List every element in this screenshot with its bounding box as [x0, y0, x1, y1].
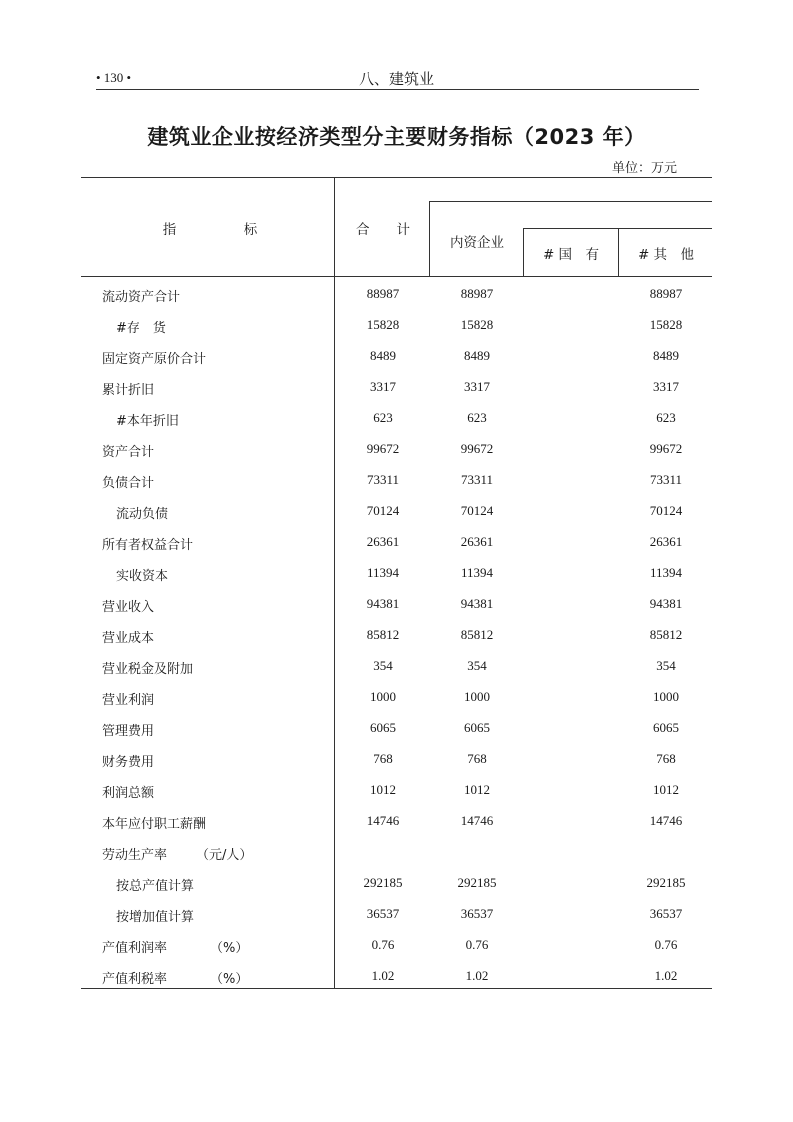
total-value: 70124: [366, 503, 400, 518]
row-label: 营业利润: [102, 693, 155, 708]
domestic-column-divider: [523, 228, 524, 276]
other-header: # 其 他: [637, 247, 695, 263]
table-row: [0, 689, 793, 720]
row-label: 产值利润率: [102, 941, 168, 956]
indicator-header: 指 标: [162, 222, 258, 238]
total-value: 14746: [366, 813, 400, 828]
row-label: 财务费用: [102, 755, 155, 770]
total-value: 99672: [366, 441, 400, 456]
table-row: [0, 472, 793, 503]
row-label: 按增加值计算: [116, 910, 195, 925]
table-row: [0, 627, 793, 658]
row-label: 流动负债: [116, 507, 169, 522]
unit-label: 单位：万元: [612, 161, 678, 176]
total-value: 26361: [366, 534, 400, 549]
table-row: [0, 937, 793, 968]
total-value: 88987: [366, 286, 400, 301]
row-unit: （元/人）: [196, 848, 253, 863]
total-value: 0.76: [371, 937, 395, 952]
other-value: 1000: [653, 689, 679, 704]
domestic-value: 8489: [464, 348, 490, 363]
table-row: [0, 782, 793, 813]
row-label: 本年应付职工薪酬: [102, 817, 207, 832]
state-owned-header: # 国 有: [542, 247, 600, 263]
page-number: • 130 •: [96, 70, 132, 85]
other-value: 354: [656, 658, 676, 673]
total-value: 292185: [363, 875, 403, 890]
row-label: 营业收入: [102, 600, 155, 615]
total-value: 36537: [366, 906, 400, 921]
other-value: 94381: [649, 596, 683, 611]
total-value: 623: [373, 410, 393, 425]
domestic-value: 11394: [460, 565, 494, 580]
row-label: #本年折旧: [116, 414, 179, 429]
other-value: 0.76: [654, 937, 678, 952]
total-value: 768: [373, 751, 393, 766]
row-unit: （%）: [210, 972, 249, 987]
other-value: 3317: [653, 379, 679, 394]
table-row: [0, 658, 793, 689]
row-unit: （%）: [210, 941, 249, 956]
section-title: 八、建筑业: [358, 70, 434, 88]
domestic-value: 26361: [460, 534, 494, 549]
row-label: 流动资产合计: [102, 290, 181, 305]
table-row: [0, 441, 793, 472]
other-value: 768: [656, 751, 676, 766]
row-label: 劳动生产率: [102, 848, 168, 863]
table-row: [0, 720, 793, 751]
row-label: #存 货: [116, 321, 166, 336]
table-row: [0, 875, 793, 906]
domestic-value: 768: [467, 751, 487, 766]
domestic-value: 14746: [460, 813, 494, 828]
other-value: 292185: [646, 875, 686, 890]
domestic-value: 1.02: [465, 968, 489, 983]
domestic-value: 0.76: [465, 937, 489, 952]
other-value: 85812: [649, 627, 683, 642]
row-label: 利润总额: [102, 786, 155, 801]
row-label: 固定资产原价合计: [102, 352, 207, 367]
other-value: 99672: [649, 441, 683, 456]
row-label: 管理费用: [102, 724, 155, 739]
other-value: 26361: [649, 534, 683, 549]
other-value: 1012: [653, 782, 679, 797]
row-label: 负债合计: [102, 476, 155, 491]
total-value: 73311: [366, 472, 400, 487]
domestic-value: 1012: [464, 782, 490, 797]
table-row: [0, 844, 793, 875]
other-value: 70124: [649, 503, 683, 518]
table-row: [0, 348, 793, 379]
other-value: 36537: [649, 906, 683, 921]
row-label: 累计折旧: [102, 383, 155, 398]
total-value: 8489: [370, 348, 396, 363]
row-label: 按总产值计算: [116, 879, 195, 894]
total-column-divider: [429, 201, 430, 276]
table-row: [0, 906, 793, 937]
other-value: 88987: [649, 286, 683, 301]
table-title: 建筑业企业按经济类型分主要财务指标（2023 年）: [147, 125, 646, 149]
total-value: 15828: [366, 317, 400, 332]
table-row: [0, 813, 793, 844]
table-top-rule: [81, 177, 712, 178]
table-row: [0, 317, 793, 348]
other-value: 623: [656, 410, 676, 425]
table-row: [0, 503, 793, 534]
domestic-value: 623: [467, 410, 487, 425]
domestic-value: 85812: [460, 627, 494, 642]
total-value: 3317: [370, 379, 396, 394]
table-row: [0, 379, 793, 410]
domestic-value: 36537: [460, 906, 494, 921]
domestic-value: 70124: [460, 503, 494, 518]
table-row: [0, 751, 793, 782]
table-row: [0, 596, 793, 627]
table-row: [0, 968, 793, 999]
domestic-group-rule: [429, 201, 712, 202]
row-label: 营业税金及附加: [102, 662, 194, 677]
other-value: 11394: [649, 565, 683, 580]
total-value: 11394: [366, 565, 400, 580]
total-header: 合 计: [356, 222, 410, 238]
domestic-header: 内资企业: [450, 235, 504, 251]
row-label: 资产合计: [102, 445, 155, 460]
row-label: 产值利税率: [102, 972, 168, 987]
domestic-value: 15828: [460, 317, 494, 332]
row-label: 所有者权益合计: [102, 538, 194, 553]
total-value: 1.02: [371, 968, 395, 983]
domestic-value: 3317: [464, 379, 490, 394]
header-rule: [96, 89, 699, 90]
other-value: 6065: [653, 720, 679, 735]
row-label: 实收资本: [116, 569, 169, 584]
table-row: [0, 410, 793, 441]
total-value: 85812: [366, 627, 400, 642]
other-value: 1.02: [654, 968, 678, 983]
domestic-value: 99672: [460, 441, 494, 456]
other-value: 14746: [649, 813, 683, 828]
total-value: 1000: [370, 689, 396, 704]
table-row: [0, 534, 793, 565]
row-label: 营业成本: [102, 631, 155, 646]
table-row: [0, 286, 793, 317]
other-value: 8489: [653, 348, 679, 363]
total-value: 354: [373, 658, 393, 673]
domestic-value: 354: [467, 658, 487, 673]
state-owned-column-divider: [618, 228, 619, 276]
total-value: 94381: [366, 596, 400, 611]
total-value: 6065: [370, 720, 396, 735]
table-row: [0, 565, 793, 596]
domestic-value: 1000: [464, 689, 490, 704]
domestic-value: 73311: [460, 472, 494, 487]
domestic-value: 94381: [460, 596, 494, 611]
other-value: 73311: [649, 472, 683, 487]
domestic-value: 292185: [457, 875, 497, 890]
domestic-value: 6065: [464, 720, 490, 735]
domestic-value: 88987: [460, 286, 494, 301]
total-value: 1012: [370, 782, 396, 797]
other-value: 15828: [649, 317, 683, 332]
header-bottom-rule: [81, 276, 712, 277]
